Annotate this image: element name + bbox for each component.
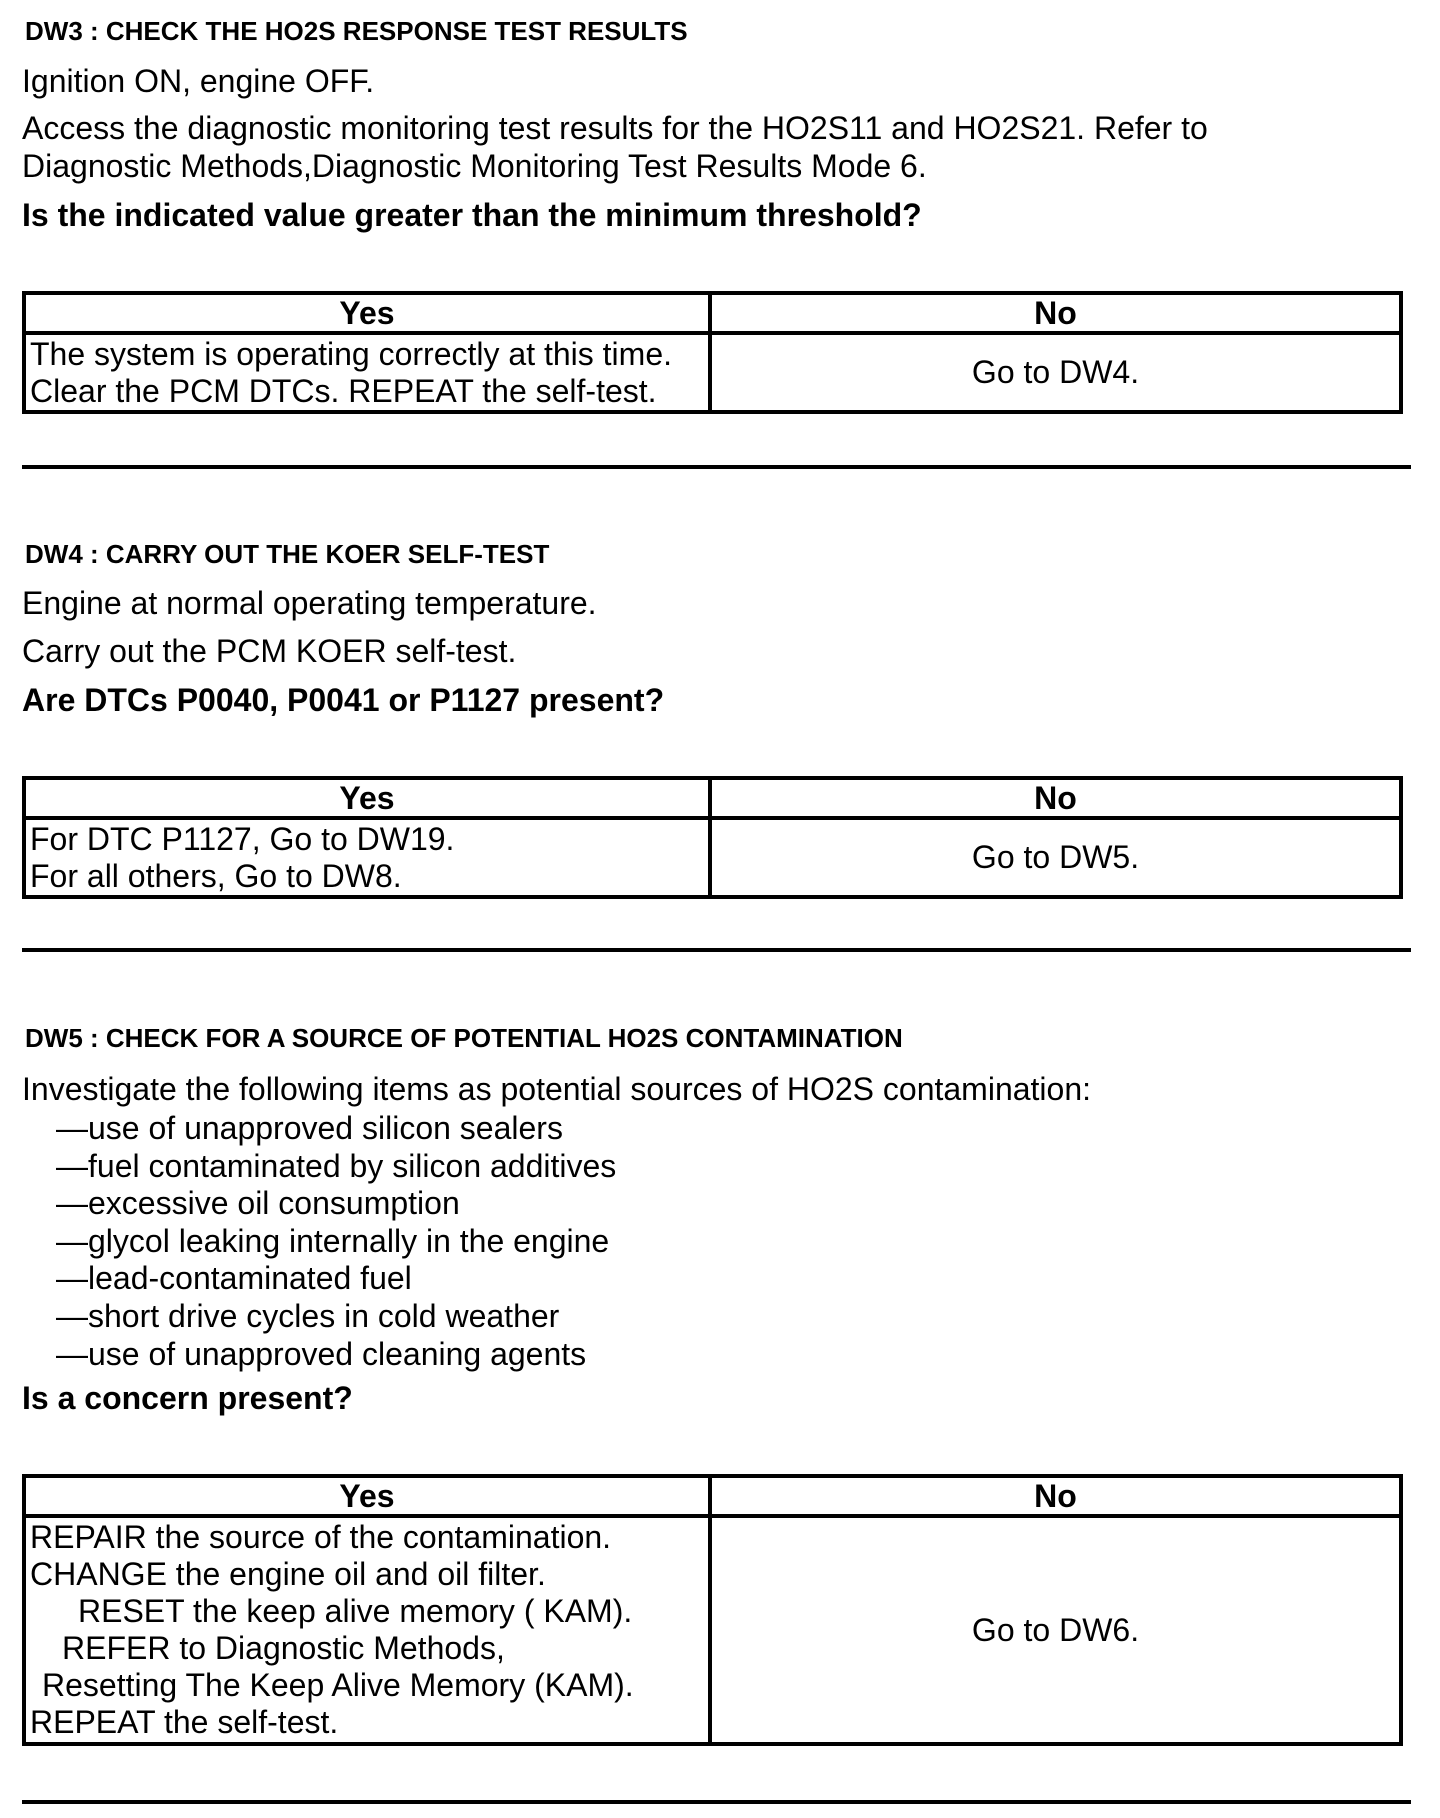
yes-cell — [24, 333, 710, 412]
bullet-item: —fuel contaminated by silicon additives — [56, 1148, 617, 1184]
instruction-line: Ignition ON, engine OFF. — [22, 63, 375, 99]
question-text: Are DTCs P0040, P0041 or P1127 present? — [22, 682, 665, 718]
yes-cell — [24, 818, 710, 897]
no-cell: Go to DW5. — [710, 818, 1401, 897]
instruction-line: Engine at normal operating temperature. — [22, 585, 597, 621]
yes-line: REFER to Diagnostic Methods, — [62, 1630, 505, 1666]
yes-line: REPAIR the source of the contamination. — [30, 1519, 612, 1555]
no-cell: Go to DW6. — [710, 1516, 1401, 1744]
yes-no-table — [22, 1474, 1403, 1746]
yes-line: REPEAT the self-test. — [30, 1704, 339, 1740]
section-divider — [22, 948, 1411, 952]
yes-line: Clear the PCM DTCs. REPEAT the self-test. — [30, 373, 657, 409]
instruction-line: Carry out the PCM KOER self-test. — [22, 633, 517, 669]
no-header: No — [710, 293, 1401, 333]
bullet-item: —short drive cycles in cold weather — [56, 1298, 560, 1334]
no-header: No — [710, 1476, 1401, 1516]
section-heading: DW3 : CHECK THE HO2S RESPONSE TEST RESULTS — [25, 16, 688, 46]
yes-line: For all others, Go to DW8. — [30, 858, 402, 894]
section-heading: DW4 : CARRY OUT THE KOER SELF-TEST — [25, 539, 550, 569]
section-divider — [22, 1800, 1411, 1804]
question-text: Is the indicated value greater than the minimum threshold? — [22, 197, 922, 233]
section-divider — [22, 465, 1411, 469]
yes-line: For DTC P1127, Go to DW19. — [30, 821, 455, 857]
yes-no-table — [22, 776, 1403, 899]
yes-line: CHANGE the engine oil and oil filter. — [30, 1556, 546, 1592]
instruction-line: Diagnostic Methods,Diagnostic Monitoring Test Results Mode 6. — [22, 148, 927, 184]
yes-line: Resetting The Keep Alive Memory (KAM). — [42, 1667, 634, 1703]
yes-no-table — [22, 291, 1403, 414]
section-heading: DW5 : CHECK FOR A SOURCE OF POTENTIAL HO2S CONTAMINATION — [25, 1023, 903, 1053]
no-header: No — [710, 778, 1401, 818]
instruction-line: Investigate the following items as potential sources of HO2S contamination: — [22, 1071, 1092, 1107]
bullet-item: —lead-contaminated fuel — [56, 1260, 412, 1296]
bullet-item: —glycol leaking internally in the engine — [56, 1223, 610, 1259]
yes-line: RESET the keep alive memory ( KAM). — [78, 1593, 633, 1629]
question-text: Is a concern present? — [22, 1380, 353, 1416]
yes-header: Yes — [24, 293, 710, 333]
instruction-line: Access the diagnostic monitoring test results for the HO2S11 and HO2S21. Refer to — [22, 110, 1208, 146]
yes-header: Yes — [24, 778, 710, 818]
bullet-item: —use of unapproved silicon sealers — [56, 1110, 563, 1146]
yes-cell — [24, 1516, 710, 1744]
yes-line: The system is operating correctly at this time. — [30, 336, 672, 372]
yes-header: Yes — [24, 1476, 710, 1516]
bullet-item: —use of unapproved cleaning agents — [56, 1336, 587, 1372]
no-cell: Go to DW4. — [710, 333, 1401, 412]
bullet-item: —excessive oil consumption — [56, 1185, 460, 1221]
